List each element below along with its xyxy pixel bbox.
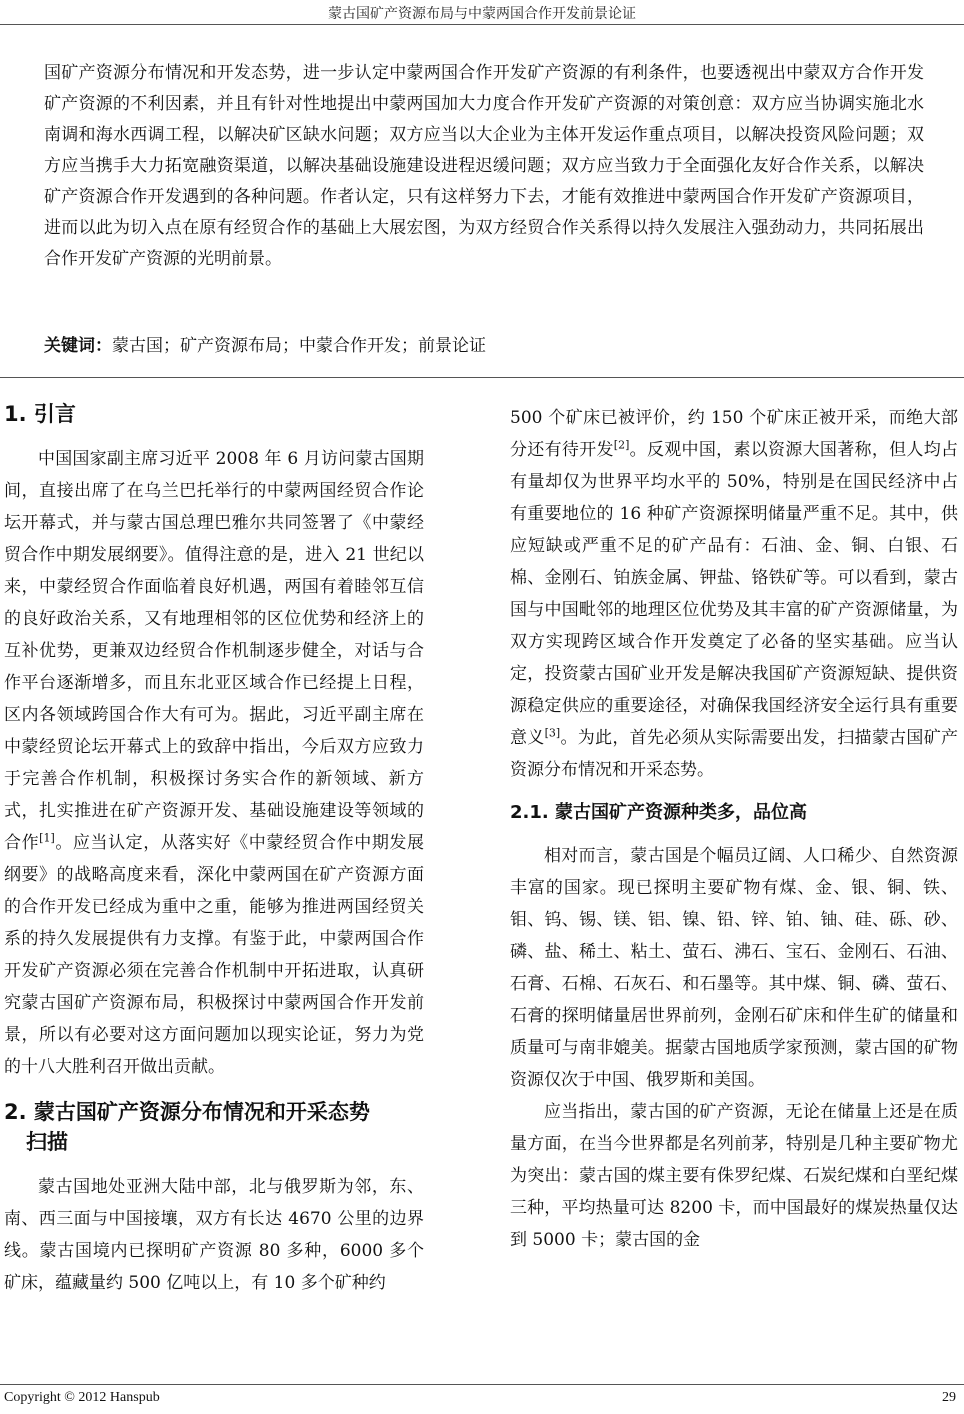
section-1-text-a: 中国国家副主席习近平 2008 年 6 月访问蒙古国期间，直接出席了在乌兰巴托举行的中蒙两国经贸合作论坛开幕式，并与蒙古国总理巴雅尔共同签署了《中蒙经贸合作中期发展纲要》。值得注意的是，进入 21 世纪以来，中蒙经贸合作面临着良好机遇，两国有着睦邻互信的良好政治关系，又有地理相邻的区位优势和经济上的互补优势，更兼双边经贸合作机制逐步健全，对话与合作平台逐渐增多，而且东北亚区域合作已经提上日程，区内各领域跨国合作大有可为。据此，习近平副主席在中蒙经贸论坛开幕式上的致辞中指出，今后双方应致力于完善合作机制，积极探讨务实合作的新领域、新方式，扎实推进在矿产资源开发、基础设施建设等领域的合作	[4, 449, 424, 853]
abstract-text: 国矿产资源分布情况和开发态势，进一步认定中蒙两国合作开发矿产资源的有利条件，也要透视出中蒙双方合作开发矿产资源的不利因素，并且有针对性地提出中蒙两国加大力度合作开发矿产资源的对策创意：双方应当协调实施北水南调和海水西调工程，以解决矿区缺水问题；双方应当以大企业为主体开发运作重点项目，以解决投资风险问题；双方应当携手大力拓宽融资渠道，以解决基础设施建设进程迟缓问题；双方应当致力于全面强化友好合作关系，以解决矿产资源合作开发遇到的各种问题。作者认定，只有这样努力下去，才能有效推进中蒙两国合作开发矿产资源项目，进而以此为切入点在原有经贸合作的基础上大展宏图，为双方经贸合作关系得以持久发展注入强劲动力，共同拓展出合作开发矿产资源的光明前景。	[44, 63, 924, 269]
citation-3: [3]	[544, 726, 561, 740]
section-2-heading	[4, 1097, 424, 1157]
section-1-heading: 1. 引言	[4, 402, 76, 426]
section-2-1-paragraph-2: 应当指出，蒙古国的矿产资源，无论在储量上还是在质量方面，在当今世界都是名列前茅，特别是几种主要矿物尤为突出：蒙古国的煤主要有侏罗纪煤、石炭纪煤和白垩纪煤三种，平均热量可达 8200 卡，而中国最好的煤炭热量仅达到 5000 卡；蒙古国的金	[510, 1102, 958, 1250]
citation-1: [1]	[39, 831, 55, 845]
section-2-paragraph-cont	[510, 402, 958, 786]
keywords-text: 蒙古国；矿产资源布局；中蒙合作开发；前景论证	[112, 336, 486, 356]
left-column	[4, 395, 424, 1299]
section-1-paragraph	[4, 443, 424, 1083]
running-header: 蒙古国矿产资源布局与中蒙两国合作开发前景论证	[328, 6, 636, 22]
section-2-text-c: 。为此，首先必须从实际需要出发，扫描蒙古国矿产资源分布情况和开采态势。	[510, 728, 959, 780]
abstract	[44, 58, 924, 275]
section-2-heading-line1: 2. 蒙古国矿产资源分布情况和开采态势	[4, 1100, 370, 1124]
header-rule	[0, 24, 964, 25]
section-2-1-paragraph-1: 相对而言，蒙古国是个幅员辽阔、人口稀少、自然资源丰富的国家。现已探明主要矿物有煤、金、银、铜、铁、钼、钨、锡、镁、铝、镍、铅、锌、铂、铀、硅、砾、砂、磷、盐、稀土、粘土、萤石、沸石、宝石、金刚石、石油、石膏、石棉、石灰石、和石墨等。其中煤、铜、磷、萤石、石膏的探明储量居世界前列，金刚石矿床和伴生矿的储量和质量可与南非媲美。据蒙古国地质学家预测，蒙古国的矿物资源仅次于中国、俄罗斯和美国。	[510, 846, 958, 1090]
footer-rule	[0, 1384, 964, 1385]
section-1-text-b: 。应当认定，从落实好《中蒙经贸合作中期发展纲要》的战略高度来看，深化中蒙两国在矿产资源方面的合作开发已经成为重中之重，能够为推进两国经贸关系的持久发展提供有力支撑。有鉴于此，中蒙两国合作开发矿产资源必须在完善合作机制中开拓进取，认真研究蒙古国矿产资源布局，积极探讨中蒙两国合作开发前景，所以有必要对这方面问题加以现实论证，努力为党的十八大胜利召开做出贡献。	[4, 833, 425, 1077]
section-2-text-b: 。反观中国，素以资源大国著称，但人均占有量却仅为世界平均水平的 50%，特别是在国民经济中占有重要地位的 16 种矿产资源探明储量严重不足。其中，供应短缺或严重不足的矿产品有：石油、金、铜、白银、石棉、金刚石、铂族金属、钾盐、铬铁矿等。可以看到，蒙古国与中国毗邻的地理区位优势及其丰富的矿产资源储量，为双方实现跨区域合作开发奠定了必备的坚实基础。应当认定，投资蒙古国矿业开发是解决我国矿产资源短缺、提供资源稳定供应的重要途径，对确保我国经济安全运行具有重要意义	[510, 440, 959, 748]
section-separator	[0, 377, 964, 378]
keywords	[44, 331, 924, 362]
section-2-heading-line2: 扫描	[26, 1130, 68, 1154]
page-number: 29	[942, 1390, 956, 1405]
right-column	[510, 402, 958, 1256]
keywords-label: 关键词：	[44, 336, 112, 356]
citation-2: [2]	[613, 438, 630, 452]
copyright: Copyright © 2012 Hanspub	[4, 1390, 160, 1405]
section-2-1-heading: 2.1. 蒙古国矿产资源种类多，品位高	[510, 802, 807, 823]
section-2-text-a: 500 个矿床已被评价，约 150 个矿床正被开采，而绝大部分还有待开发	[510, 408, 958, 460]
section-2-paragraph-start: 蒙古国地处亚洲大陆中部，北与俄罗斯为邻，东、南、西三面与中国接壤，双方有长达 4670 公里的边界线。蒙古国境内已探明矿产资源 80 多种，6000 多个矿床，蕴藏量约 500 亿吨以上，有 10 多个矿种约	[4, 1177, 424, 1293]
